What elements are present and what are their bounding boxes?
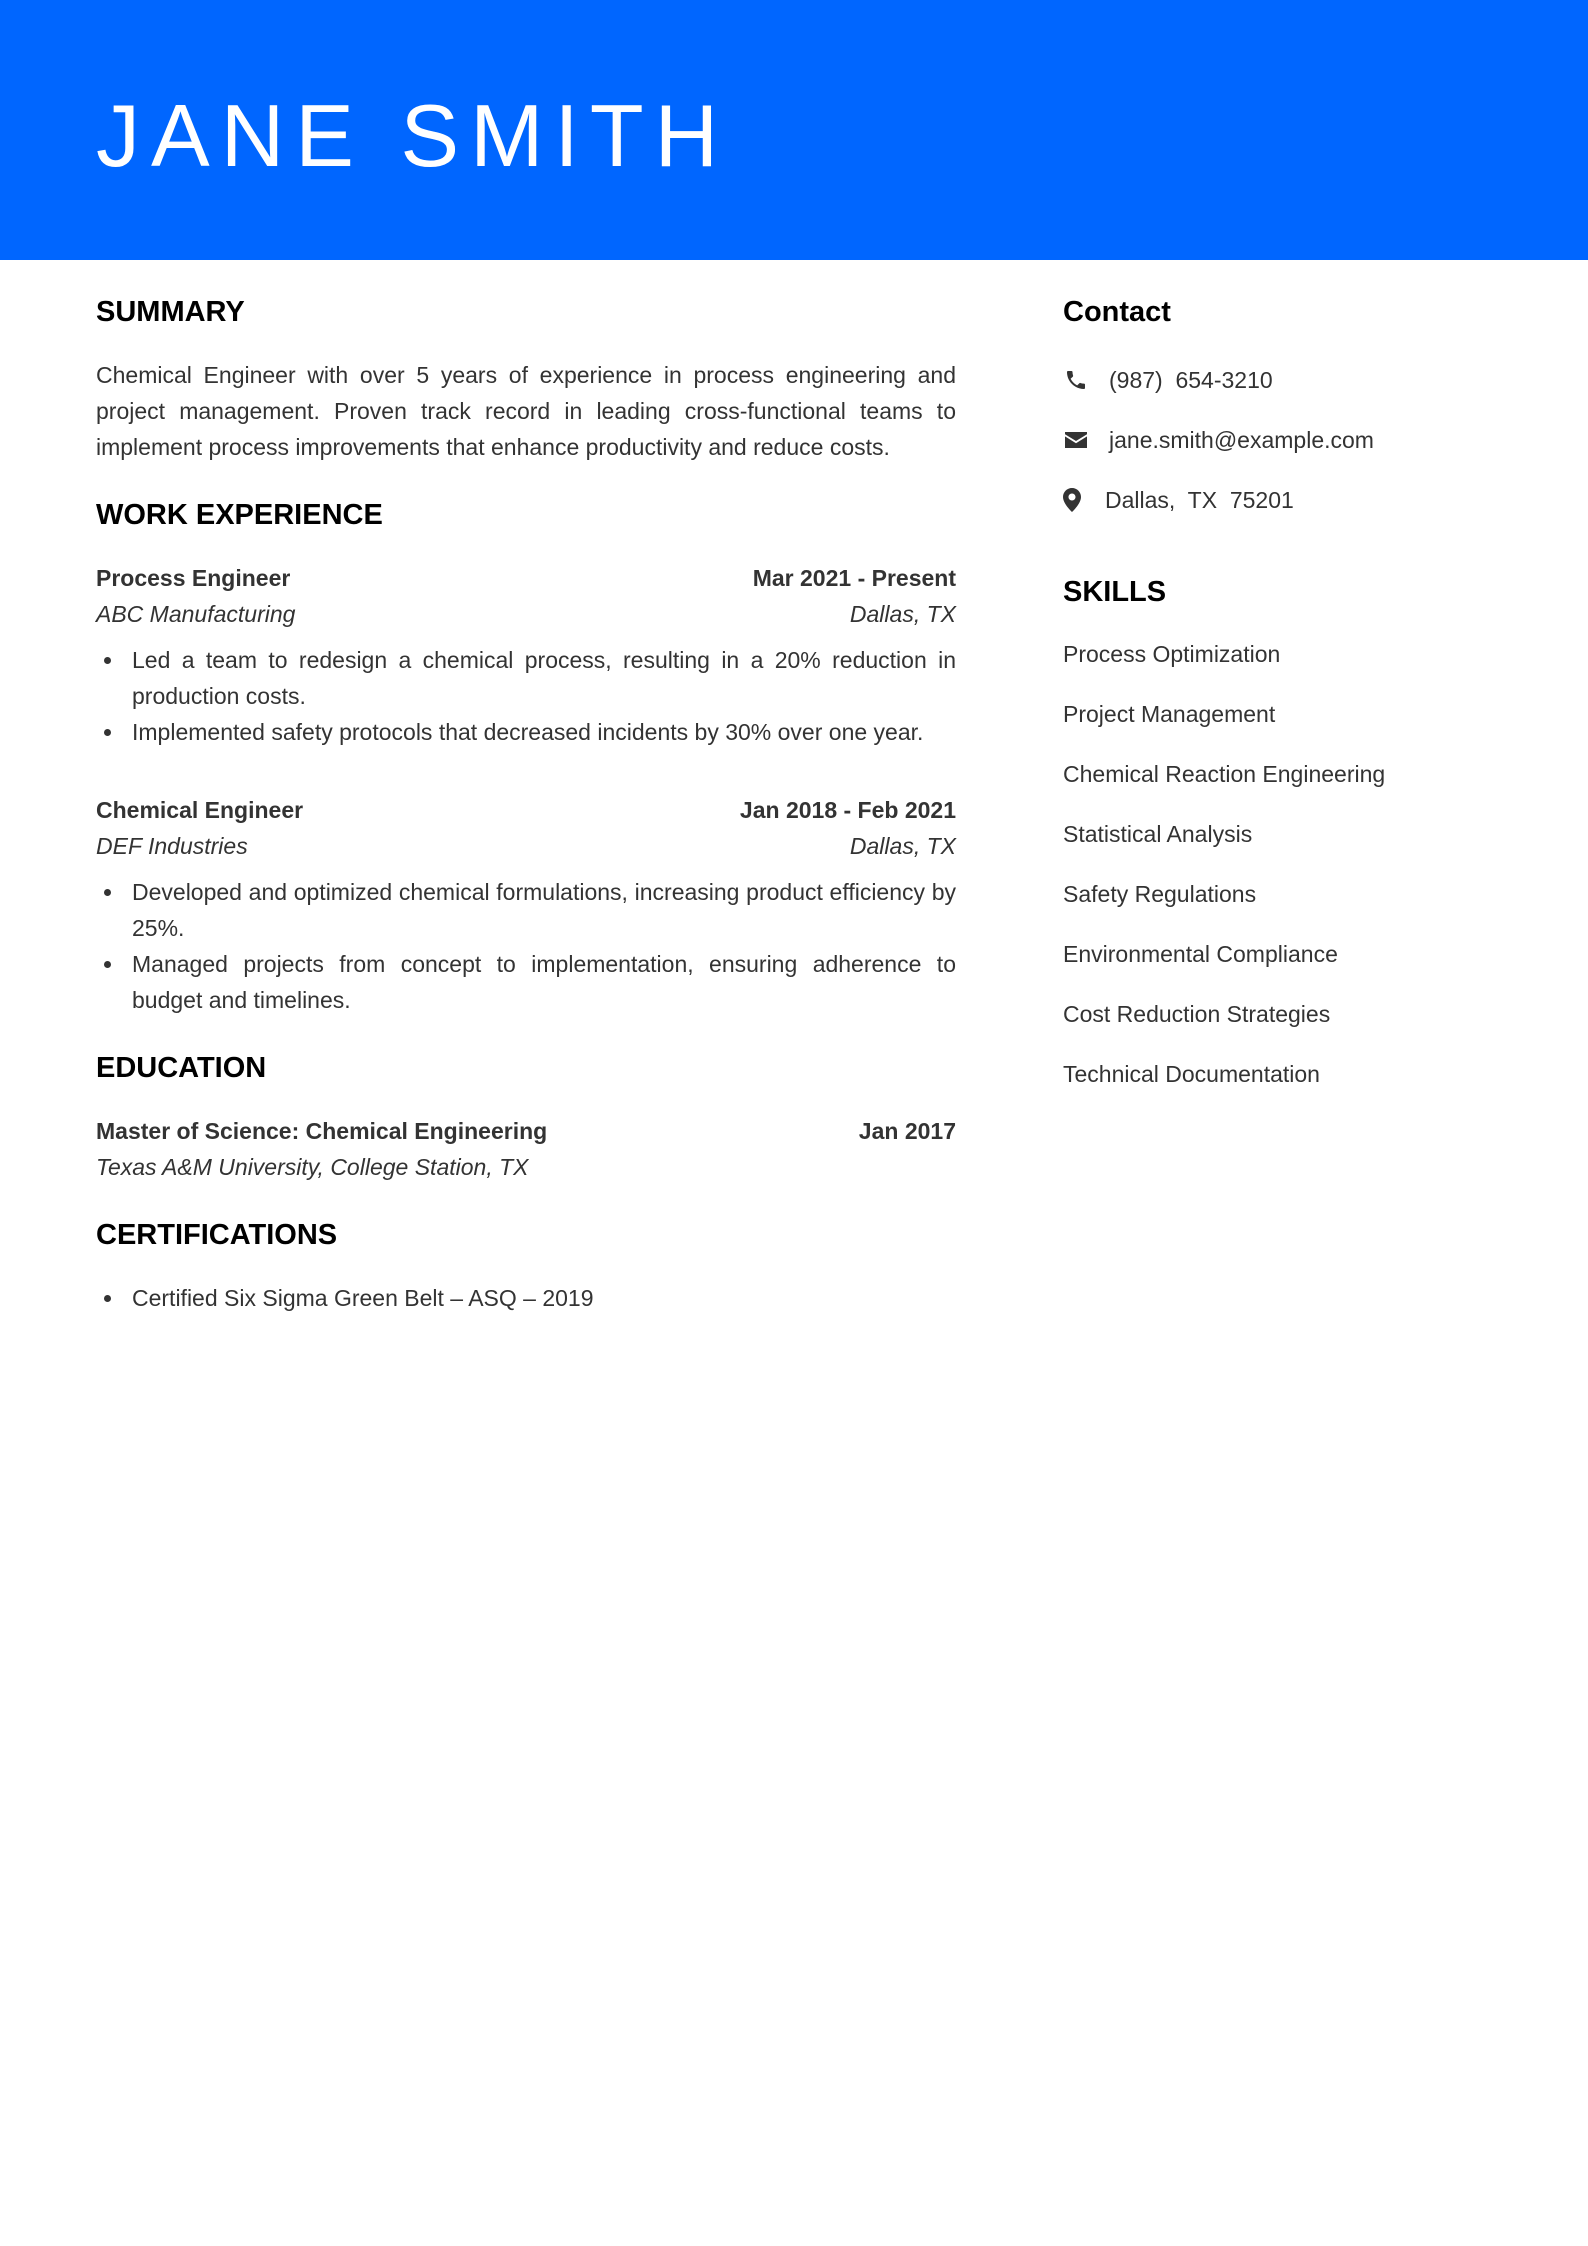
sidebar-column (1063, 292, 1523, 1116)
education-entry (96, 1113, 956, 1185)
map-pin-icon (1063, 487, 1081, 513)
location-text: Dallas, TX 75201 (1105, 486, 1294, 513)
job-achievements (96, 642, 956, 750)
job-header-row (96, 792, 956, 828)
contact-list (1063, 362, 1523, 518)
achievement-item: Implemented safety protocols that decreased incidents by 30% over one year. (96, 714, 956, 750)
skill-item: Statistical Analysis (1063, 821, 1253, 847)
email-address: jane.smith@example.com (1109, 426, 1374, 453)
skills-section (1063, 572, 1523, 1092)
contact-email (1063, 422, 1523, 458)
job-company-row (96, 596, 956, 632)
job-entry (96, 792, 956, 1018)
education-section (96, 1048, 956, 1185)
contact-phone (1063, 362, 1523, 398)
main-column (96, 292, 956, 1316)
job-company: ABC Manufacturing (96, 601, 296, 627)
work-experience-heading: WORK EXPERIENCE (96, 499, 383, 531)
education-school-row (96, 1149, 956, 1185)
work-experience-section (96, 495, 956, 1018)
candidate-name: JANE SMITH (96, 86, 730, 185)
summary-text: Chemical Engineer with over 5 years of experience in process engineering and project management. Proven track record in leading cross-functional teams to implement process improvements that enhance productivity and reduce costs. (96, 362, 956, 460)
skill-item: Environmental Compliance (1063, 941, 1338, 967)
skills-heading: SKILLS (1063, 576, 1167, 608)
school-name: Texas A&M University, College Station, TX (96, 1154, 529, 1180)
achievement-item: Led a team to redesign a chemical process, resulting in a 20% reduction in production costs. (96, 642, 956, 714)
job-location: Dallas, TX (849, 601, 956, 627)
education-heading: EDUCATION (96, 1052, 267, 1084)
job-header-row (96, 560, 956, 596)
graduation-date: Jan 2017 (858, 1118, 956, 1144)
degree-title: Master of Science: Chemical Engineering (96, 1118, 548, 1144)
skill-item: Process Optimization (1063, 641, 1281, 667)
contact-location (1063, 482, 1523, 518)
achievement-item: Developed and optimized chemical formulations, increasing product efficiency by 25%. (96, 874, 956, 946)
job-company-row (96, 828, 956, 864)
skill-item: Safety Regulations (1063, 881, 1257, 907)
job-entry (96, 560, 956, 750)
achievement-item: Managed projects from concept to implementation, ensuring adherence to budget and timelines. (96, 946, 956, 1018)
skill-item: Project Management (1063, 701, 1276, 727)
skills-list (1063, 636, 1523, 1092)
contact-heading: Contact (1063, 296, 1171, 328)
certification-item: Certified Six Sigma Green Belt – ASQ – 2019 (96, 1280, 956, 1316)
certifications-heading: CERTIFICATIONS (96, 1219, 338, 1251)
envelope-icon (1063, 427, 1089, 453)
summary-section (96, 292, 956, 465)
job-dates: Mar 2021 - Present (752, 565, 956, 591)
skill-item: Chemical Reaction Engineering (1063, 761, 1386, 787)
phone-number: (987) 654-3210 (1109, 366, 1273, 393)
job-achievements (96, 874, 956, 1018)
job-location: Dallas, TX (849, 833, 956, 859)
header-banner (0, 0, 1588, 260)
certifications-list (96, 1280, 956, 1316)
education-header-row (96, 1113, 956, 1149)
contact-section (1063, 292, 1523, 518)
skill-item: Cost Reduction Strategies (1063, 1001, 1331, 1027)
job-company: DEF Industries (96, 833, 248, 859)
summary-heading: SUMMARY (96, 296, 245, 328)
skill-item: Technical Documentation (1063, 1061, 1320, 1087)
job-dates: Jan 2018 - Feb 2021 (739, 797, 956, 823)
job-title: Chemical Engineer (96, 797, 304, 823)
job-title: Process Engineer (96, 565, 291, 591)
phone-icon (1063, 367, 1089, 393)
certifications-section (96, 1215, 956, 1316)
